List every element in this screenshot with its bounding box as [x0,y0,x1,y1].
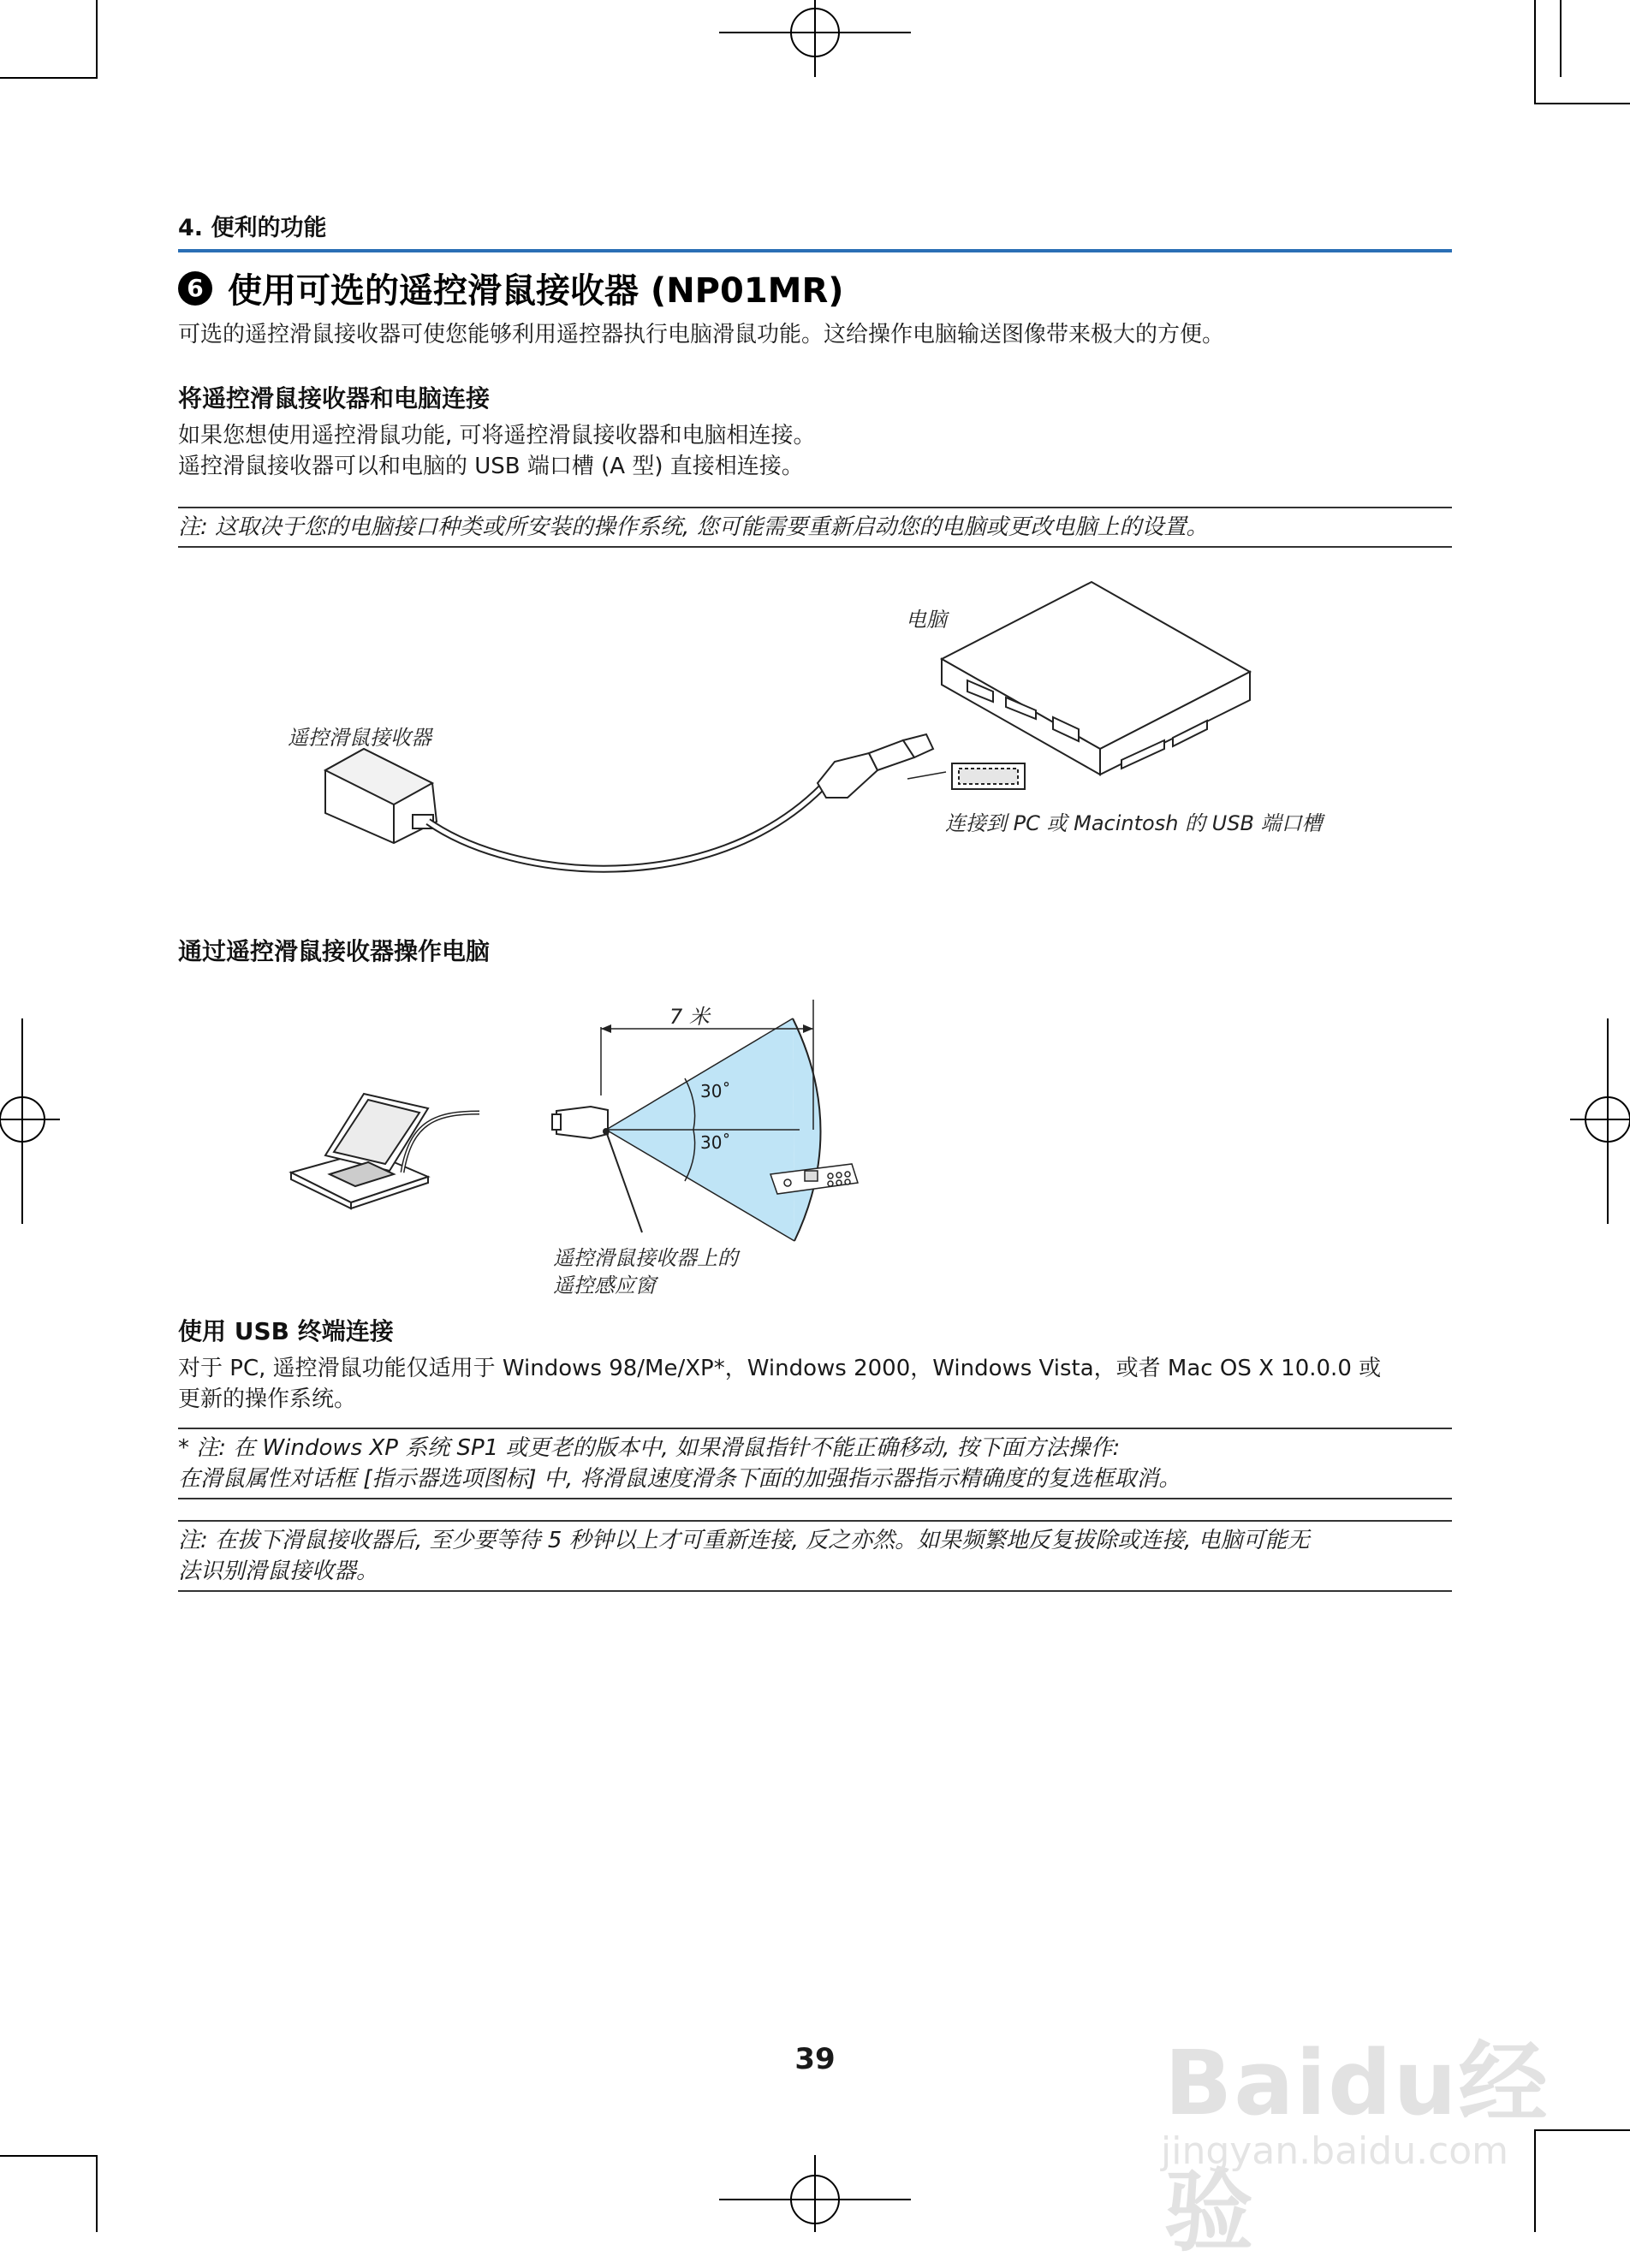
registration-mark-top [719,0,911,77]
usb-port-callout [907,763,1025,789]
connect-line-2: 遥控滑鼠接收器可以和电脑的 USB 端口槽 (A 型) 直接相连接。 [178,454,804,479]
angle-bottom-label: 30˚ [700,1132,731,1153]
registration-mark-right [1570,1018,1630,1224]
registration-mark-left [0,1018,60,1224]
intro-paragraph: 可选的遥控滑鼠接收器可使您能够利用遥控器执行电脑滑鼠功能。这给操作电脑输送图像带来极大的方便。 [178,322,1225,347]
receiver-label: 遥控滑鼠接收器 [288,726,431,750]
connect-line-1: 如果您想使用遥控滑鼠功能, 可将遥控滑鼠接收器和电脑相连接。 [178,423,816,448]
registration-mark-bottom [719,2155,911,2232]
note-reconnect-line-1: 注: 在拔下滑鼠接收器后, 至少要等待 5 秒钟以上才可重新连接, 反之亦然。如果频繁地反复拔除或连接, 电脑可能无 [178,1528,1310,1553]
sensor-label-line-2: 遥控感应窗 [553,1274,656,1297]
sensor-label-line-1: 遥控滑鼠接收器上的 [553,1246,738,1270]
distance-label: 7 米 [669,1005,710,1029]
usb-line-1: 对于 PC, 遥控滑鼠功能仅适用于 Windows 98/Me/XP*，Windows 2000，Windows Vista，或者 Mac OS X 10.0.0 或 [178,1356,1382,1381]
connect-subheading: 将遥控滑鼠接收器和电脑连接 [178,384,491,413]
computer-illustration [942,582,1250,775]
note-reconnect [178,1520,1452,1592]
note-restart: 注: 这取决于您的电脑接口种类或所安装的操作系统, 您可能需要重新启动您的电脑或更改电脑上的设置。 [178,507,1452,548]
usb-subheading: 使用 USB 终端连接 [178,1317,394,1345]
usb-line-2: 更新的操作系统。 [178,1386,357,1412]
angle-top-label: 30˚ [700,1081,731,1101]
computer-label: 电脑 [906,608,947,632]
usb-port-label: 连接到 PC 或 Macintosh 的 USB 端口槽 [945,811,1323,835]
step-number-badge: 6 [178,271,212,306]
operate-subheading: 通过遥控滑鼠接收器操作电脑 [178,937,491,965]
note-windows-xp [178,1428,1452,1499]
page-number: 39 [794,2042,836,2076]
usb-plug-illustration [818,734,933,798]
page-title-text: 使用可选的遥控滑鼠接收器 (NP01MR) [228,271,844,311]
watermark-url: jingyan.baidu.com [1161,2129,1509,2173]
usb-cable [428,787,822,869]
section-label: 4. 便利的功能 [178,209,1452,252]
usb-receiver-illustration [325,749,437,843]
page-title [178,264,844,312]
note-windows-xp-line-1: * 注: 在 Windows XP 系统 SP1 或更老的版本中, 如果滑鼠指针不能正确移动, 按下面方法操作: [178,1435,1121,1461]
note-windows-xp-line-2: 在滑鼠属性对话框 [指示器选项图标] 中, 将滑鼠速度滑条下面的加强指示器指示精确度的复选框取消。 [178,1466,1181,1492]
note-reconnect-line-2: 法识别滑鼠接收器。 [178,1559,379,1584]
receiver-sensor-illustration [552,1107,608,1138]
watermark-brand: Baidu经验 [1164,2031,1550,2264]
connection-figure [308,573,1353,899]
